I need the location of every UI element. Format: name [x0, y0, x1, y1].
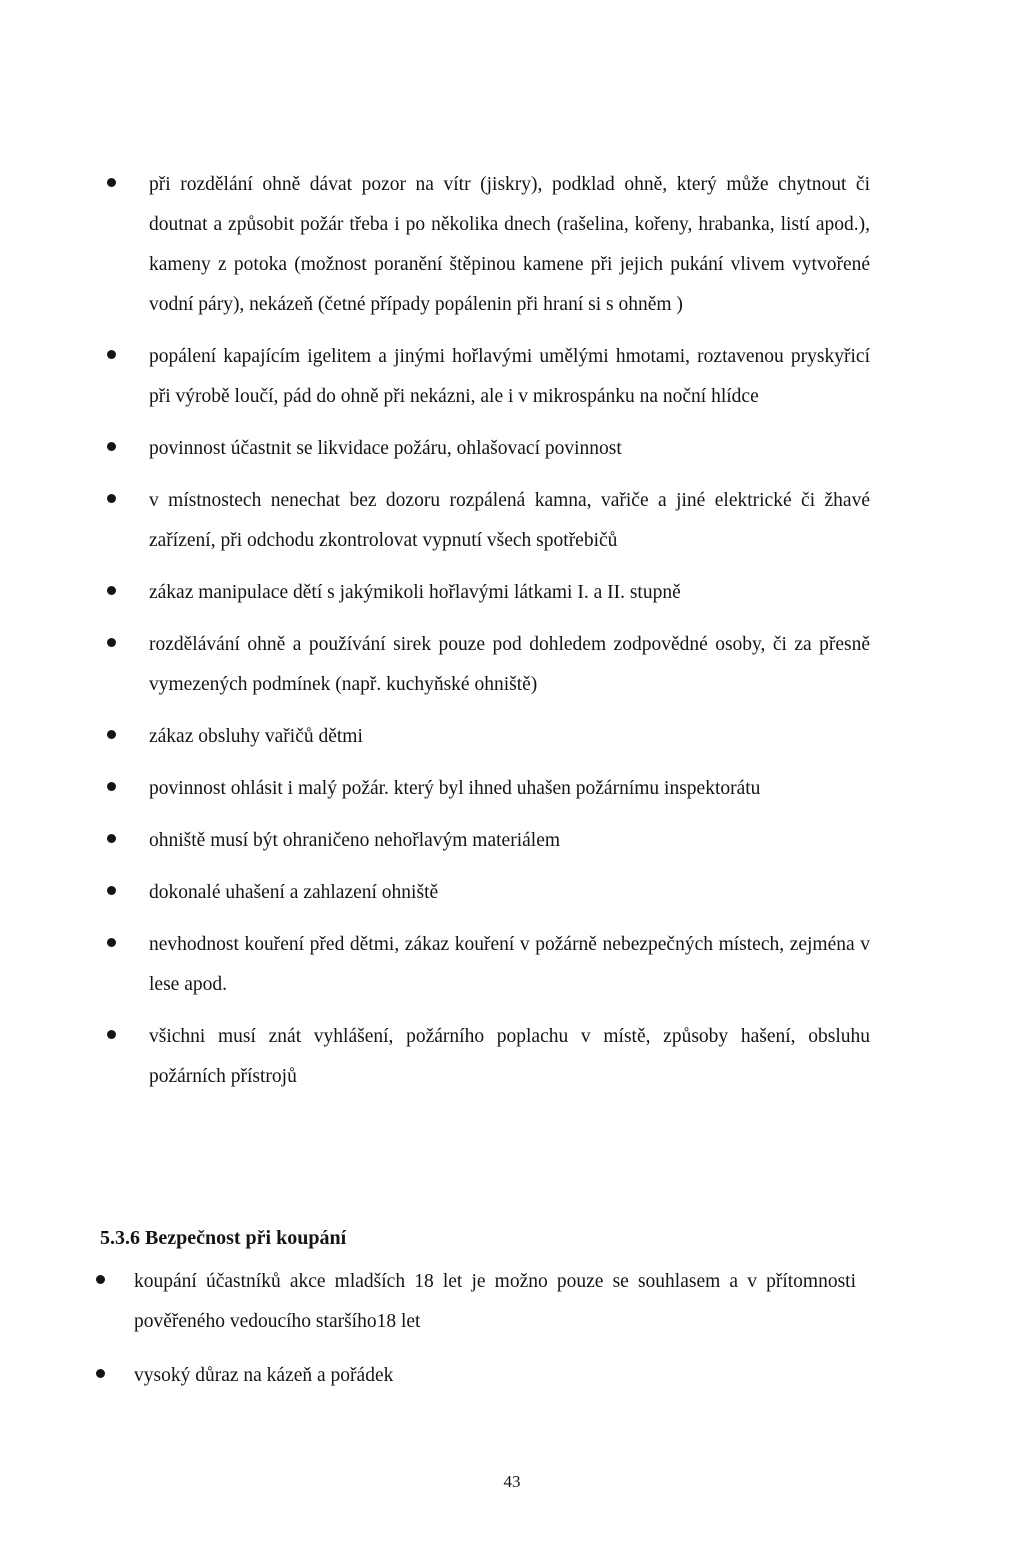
list-item-text: nevhodnost kouření před dětmi, zákaz kouření v požárně nebezpečných místech, zejména v lese apod.: [149, 934, 870, 995]
bullet-icon: [96, 1275, 105, 1284]
bullet-icon: [96, 1369, 105, 1378]
list-item: [96, 1262, 856, 1342]
list-item-text: povinnost ohlásit i malý požár. který byl ihned uhašen požárnímu inspektorátu: [149, 778, 761, 799]
list-item: [110, 1017, 870, 1097]
list-item-text: povinnost účastnit se likvidace požáru, ohlašovací povinnost: [149, 438, 622, 459]
list-item-text: všichni musí znát vyhlášení, požárního poplachu v místě, způsoby hašení, obsluhu požárních přístrojů: [149, 1026, 870, 1087]
list-item-text: ohniště musí být ohraničeno nehořlavým materiálem: [149, 830, 561, 851]
list-item: [110, 873, 870, 913]
page-number: 43: [503, 1472, 521, 1491]
list-item-text: popálení kapajícím igelitem a jinými hořlavými umělými hmotami, roztavenou pryskyřicí při výrobě loučí, pád do ohně při nekázni, ale i v mikrospánku na noční hlídce: [149, 346, 870, 407]
list-item-text: dokonalé uhašení a zahlazení ohniště: [149, 882, 439, 903]
list-item-text: koupání účastníků akce mladších 18 let je možno pouze se souhlasem a v přítomnosti pověřeného vedoucího staršího18 let: [134, 1271, 856, 1332]
list-item: [110, 925, 870, 1005]
bullet-icon: [107, 782, 116, 791]
list-item: [110, 429, 870, 469]
bullet-icon: [107, 586, 116, 595]
list-item: [110, 769, 870, 809]
list-item: [110, 821, 870, 861]
list-item-text: vysoký důraz na kázeň a pořádek: [134, 1365, 394, 1386]
list-item: [110, 573, 870, 613]
section-heading: 5.3.6 Bezpečnost při koupání: [100, 1227, 347, 1249]
list-item-text: zákaz manipulace dětí s jakýmikoli hořlavými látkami I. a II. stupně: [149, 582, 681, 603]
list-item: [110, 625, 870, 705]
list-item: [110, 717, 870, 757]
bullet-icon: [107, 886, 116, 895]
bullet-icon: [107, 638, 116, 647]
bullet-icon: [107, 1030, 116, 1039]
bullet-icon: [107, 350, 116, 359]
bullet-icon: [107, 730, 116, 739]
bullet-icon: [107, 494, 116, 503]
bullet-icon: [107, 178, 116, 187]
swimming-safety-list: [96, 1262, 856, 1410]
list-item: [110, 481, 870, 561]
list-item: [110, 337, 870, 417]
bullet-icon: [107, 834, 116, 843]
list-item: [110, 165, 870, 325]
bullet-icon: [107, 938, 116, 947]
list-item-text: zákaz obsluhy vařičů dětmi: [149, 726, 363, 747]
list-item-text: v místnostech nenechat bez dozoru rozpálená kamna, vařiče a jiné elektrické či žhavé zařízení, při odchodu zkontrolovat vypnutí všech spotřebičů: [149, 490, 870, 551]
list-item-text: rozdělávání ohně a používání sirek pouze pod dohledem zodpovědné osoby, či za přesně vymezených podmínek (např. kuchyňské ohniště): [149, 634, 870, 695]
list-item: [96, 1356, 856, 1396]
fire-safety-list: [110, 165, 870, 1109]
list-item-text: při rozdělání ohně dávat pozor na vítr (jiskry), podklad ohně, který může chytnout či doutnat a způsobit požár třeba i po několika dnech (rašelina, kořeny, hrabanka, listí apod.), kameny z potoka (možnost poranění štěpinou kamene při jejich pukání vlivem vytvořené vodní páry), nekázeň (četné případy popálenin při hraní si s ohněm ): [149, 174, 870, 315]
bullet-icon: [107, 442, 116, 451]
